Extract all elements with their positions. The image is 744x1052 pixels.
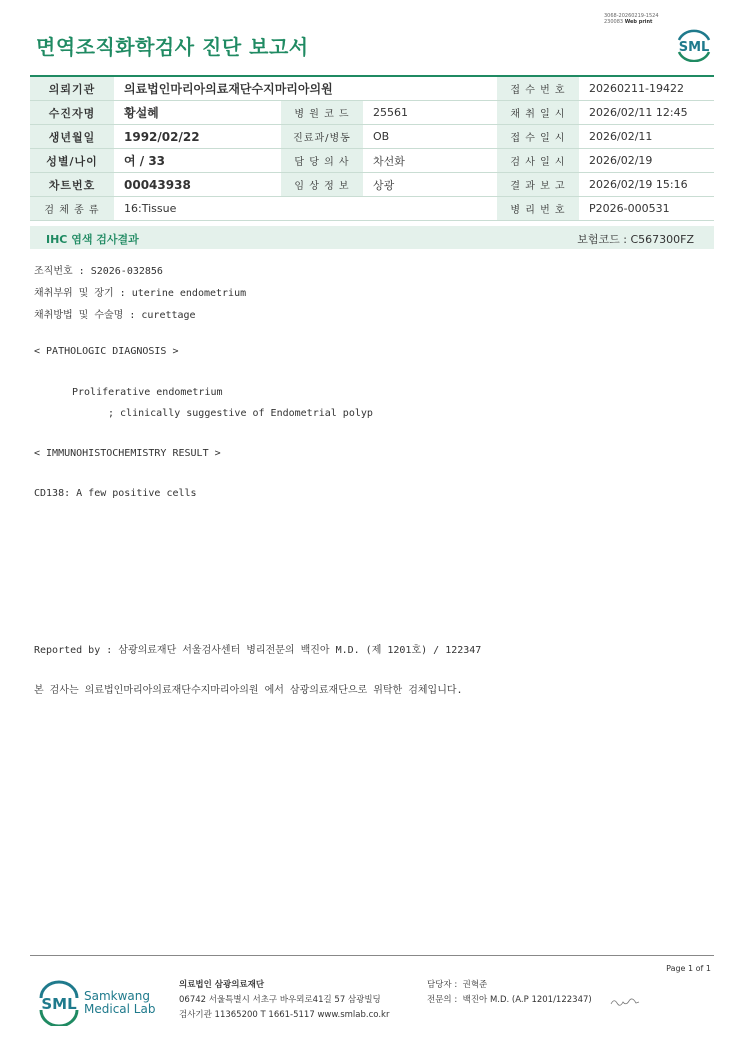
value-test-date: 2026/02/19 bbox=[579, 149, 714, 173]
manager-name: 권혁준 bbox=[462, 980, 488, 990]
specialist-name: 백진아 M.D. (A.P 1201/122347) bbox=[462, 995, 592, 1005]
logo-text: SML bbox=[678, 40, 710, 55]
specialist-label: 전문의 : bbox=[427, 995, 458, 1005]
label-requester: 의뢰기관 bbox=[30, 76, 114, 101]
diagnosis-line1: Proliferative endometrium bbox=[72, 387, 223, 398]
label-doctor: 담 당 의 사 bbox=[281, 149, 363, 173]
value-pathology-no: P2026-000531 bbox=[579, 197, 714, 221]
footer-org-info bbox=[179, 978, 389, 1023]
collection-method: 채취방법 및 수술명 : curettage bbox=[34, 310, 196, 321]
value-department: OB bbox=[363, 125, 497, 149]
brand-line1: Samkwang bbox=[84, 989, 150, 1003]
web-print-label: Web print bbox=[624, 19, 653, 25]
print-code-line1: 3068-20260219-1524 bbox=[604, 13, 659, 19]
manager-label: 담당자 : bbox=[427, 980, 458, 990]
ihc-result-header: < IMMUNOHISTOCHEMISTRY RESULT > bbox=[34, 448, 221, 459]
sml-logo-icon bbox=[674, 26, 714, 62]
label-test-date: 검 사 일 시 bbox=[497, 149, 579, 173]
patient-info-table bbox=[30, 75, 714, 221]
value-chart-no: 00043938 bbox=[114, 173, 281, 197]
tissue-number: 조직번호 : S2026-032856 bbox=[34, 266, 163, 277]
table-row bbox=[30, 101, 714, 125]
label-clinical-info: 임 상 정 보 bbox=[281, 173, 363, 197]
table-row bbox=[30, 173, 714, 197]
print-code-line2: 230083 bbox=[604, 19, 624, 25]
footer-org: 의료법인 삼광의료재단 bbox=[179, 980, 265, 990]
value-sex-age: 여 / 33 bbox=[114, 149, 281, 173]
value-birthdate: 1992/02/22 bbox=[114, 125, 281, 149]
table-row bbox=[30, 76, 714, 101]
value-patient-name: 황설혜 bbox=[114, 101, 281, 125]
value-specimen-type: 16:Tissue bbox=[114, 197, 497, 221]
value-receipt-no: 20260211-19422 bbox=[579, 76, 714, 101]
value-clinical-info: 상광 bbox=[363, 173, 497, 197]
label-patient-name: 수진자명 bbox=[30, 101, 114, 125]
footer-divider bbox=[30, 955, 714, 956]
value-receipt-date: 2026/02/11 bbox=[579, 125, 714, 149]
sml-footer-logo-icon bbox=[36, 980, 82, 1026]
table-row bbox=[30, 149, 714, 173]
label-birthdate: 생년월일 bbox=[30, 125, 114, 149]
value-report-time: 2026/02/19 15:16 bbox=[579, 173, 714, 197]
label-department: 진료과/병동 bbox=[281, 125, 363, 149]
page-number: Page 1 of 1 bbox=[666, 964, 711, 973]
print-code bbox=[604, 13, 684, 25]
table-row bbox=[30, 197, 714, 221]
diagnosis-line2: ; clinically suggestive of Endometrial polyp bbox=[108, 408, 373, 419]
signature-icon bbox=[609, 996, 641, 1008]
footer-logo-text: SML bbox=[41, 995, 77, 1013]
label-hospital-code: 병 원 코 드 bbox=[281, 101, 363, 125]
label-report-time: 결 과 보 고 bbox=[497, 173, 579, 197]
label-collection-time: 채 취 일 시 bbox=[497, 101, 579, 125]
label-receipt-no: 접 수 번 호 bbox=[497, 76, 579, 101]
page-title: 면역조직화학검사 진단 보고서 bbox=[36, 35, 309, 59]
label-receipt-date: 접 수 일 시 bbox=[497, 125, 579, 149]
brand-line2: Medical Lab bbox=[84, 1002, 156, 1016]
ihc-title: IHC 염색 검사결과 bbox=[46, 233, 139, 246]
ihc-section-header bbox=[30, 226, 714, 249]
footer-address: 06742 서울특별시 서초구 바우뫼로41길 57 삼광빌딩 bbox=[179, 995, 381, 1005]
insurance-code: 보험코드 : C567300FZ bbox=[577, 233, 694, 246]
brand-name bbox=[84, 990, 155, 1016]
footer-staff-info bbox=[427, 978, 592, 1008]
ihc-result: CD138: A few positive cells bbox=[34, 488, 197, 499]
value-hospital-code: 25561 bbox=[363, 101, 497, 125]
diagnosis-header: < PATHOLOGIC DIAGNOSIS > bbox=[34, 346, 179, 357]
table-row bbox=[30, 125, 714, 149]
reported-by: Reported by : 삼광의료재단 서울검사센터 병리전문의 백진아 M.D. (제 1201호) / 122347 bbox=[34, 645, 482, 656]
label-chart-no: 차트번호 bbox=[30, 173, 114, 197]
value-requester: 의료법인마리아의료재단수지마리아의원 bbox=[114, 76, 497, 101]
footer-contact: 검사기관 11365200 T 1661-5117 www.smlab.co.kr bbox=[179, 1010, 390, 1020]
value-doctor: 차선화 bbox=[363, 149, 497, 173]
label-specimen-type: 검 체 종 류 bbox=[30, 197, 114, 221]
collection-site: 채취부위 및 장기 : uterine endometrium bbox=[34, 288, 247, 299]
consignment-note: 본 검사는 의료법인마리아의료재단수지마리아의원 에서 삼광의료재단으로 위탁한 검체입니다. bbox=[34, 685, 463, 696]
label-pathology-no: 병 리 번 호 bbox=[497, 197, 579, 221]
value-collection-time: 2026/02/11 12:45 bbox=[579, 101, 714, 125]
label-sex-age: 성별/나이 bbox=[30, 149, 114, 173]
